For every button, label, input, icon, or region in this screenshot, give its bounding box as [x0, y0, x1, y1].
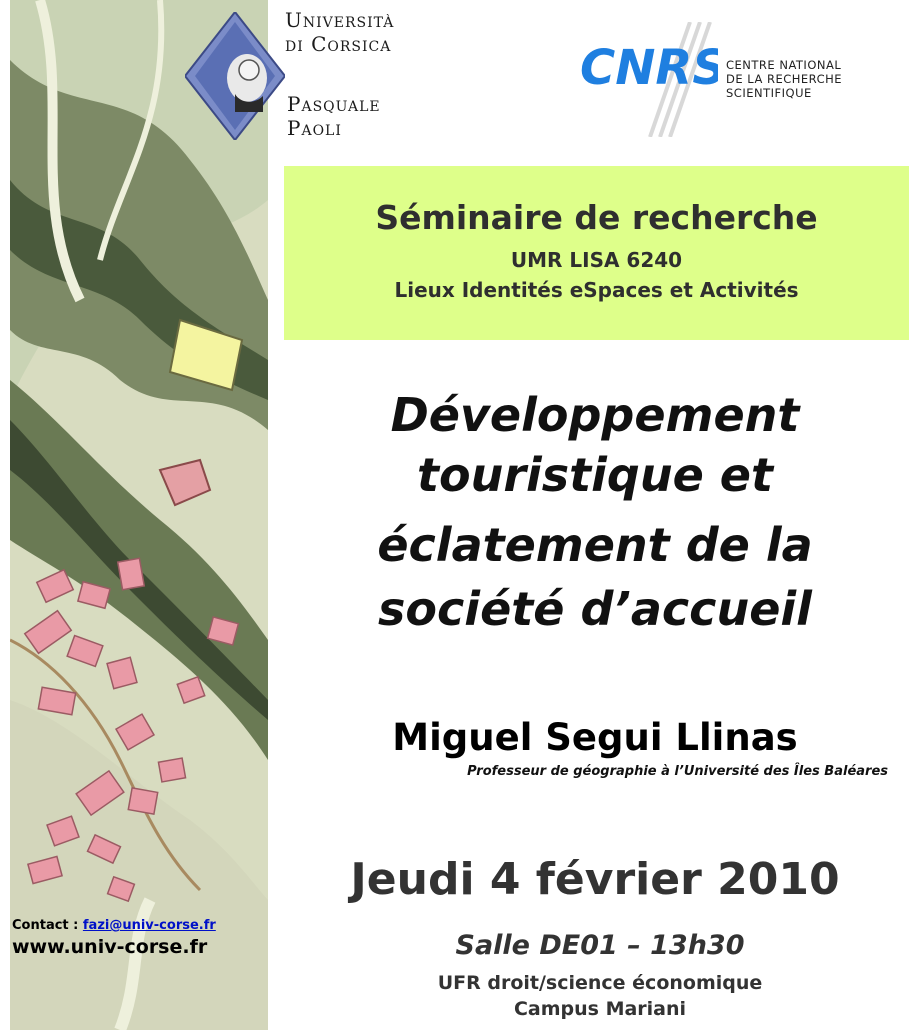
university-name-line-1: Università: [285, 8, 395, 32]
talk-title-line-2: touristique et: [416, 448, 773, 502]
seminar-title: Séminaire de recherche: [375, 198, 818, 237]
contact-email-link[interactable]: fazi@univ-corse.fr: [82, 918, 216, 933]
university-name-line-3: Pasquale: [287, 92, 381, 116]
contact-line: [12, 918, 216, 933]
cnrs-full-name: [726, 58, 842, 100]
talk-title-line-4: société d’accueil: [378, 582, 812, 636]
event-campus: Campus Mariani: [513, 998, 687, 1020]
event-date: Jeudi 4 février 2010: [350, 854, 840, 905]
cnrs-emblem-icon: [578, 22, 718, 137]
speaker-name: Miguel Segui Llinas: [392, 716, 798, 759]
research-unit-name: Lieux Identités eSpaces et Activités: [394, 278, 799, 302]
cnrs-name-line-3: SCIENTIFIQUE: [726, 86, 812, 100]
map-illustration: [10, 0, 268, 1030]
event-faculty: UFR droit/science économique: [437, 972, 763, 994]
talk-title-line-3: éclatement de la: [377, 518, 813, 572]
university-name-line-4: Paoli: [287, 116, 342, 140]
seminar-header-box: [284, 166, 909, 340]
cnrs-logo: [578, 22, 908, 142]
research-unit-code: UMR LISA 6240: [510, 248, 683, 272]
website-url: www.univ-corse.fr: [12, 936, 208, 958]
cnrs-name-line-1: CENTRE NATIONAL: [726, 58, 842, 72]
contact-label: Contact :: [12, 918, 83, 933]
cnrs-name-line-2: DE LA RECHERCHE: [726, 72, 843, 86]
event-room-time: Salle DE01 – 13h30: [455, 930, 745, 961]
cnrs-wordmark: CNRS: [580, 40, 718, 96]
speaker-role: Professeur de géographie à l’Université des Îles Baléares: [467, 764, 888, 779]
talk-title-line-1: Développement: [390, 388, 800, 442]
university-emblem-icon: [185, 12, 285, 140]
university-name-line-2: di Corsica: [285, 32, 392, 56]
university-logo: [185, 0, 420, 150]
